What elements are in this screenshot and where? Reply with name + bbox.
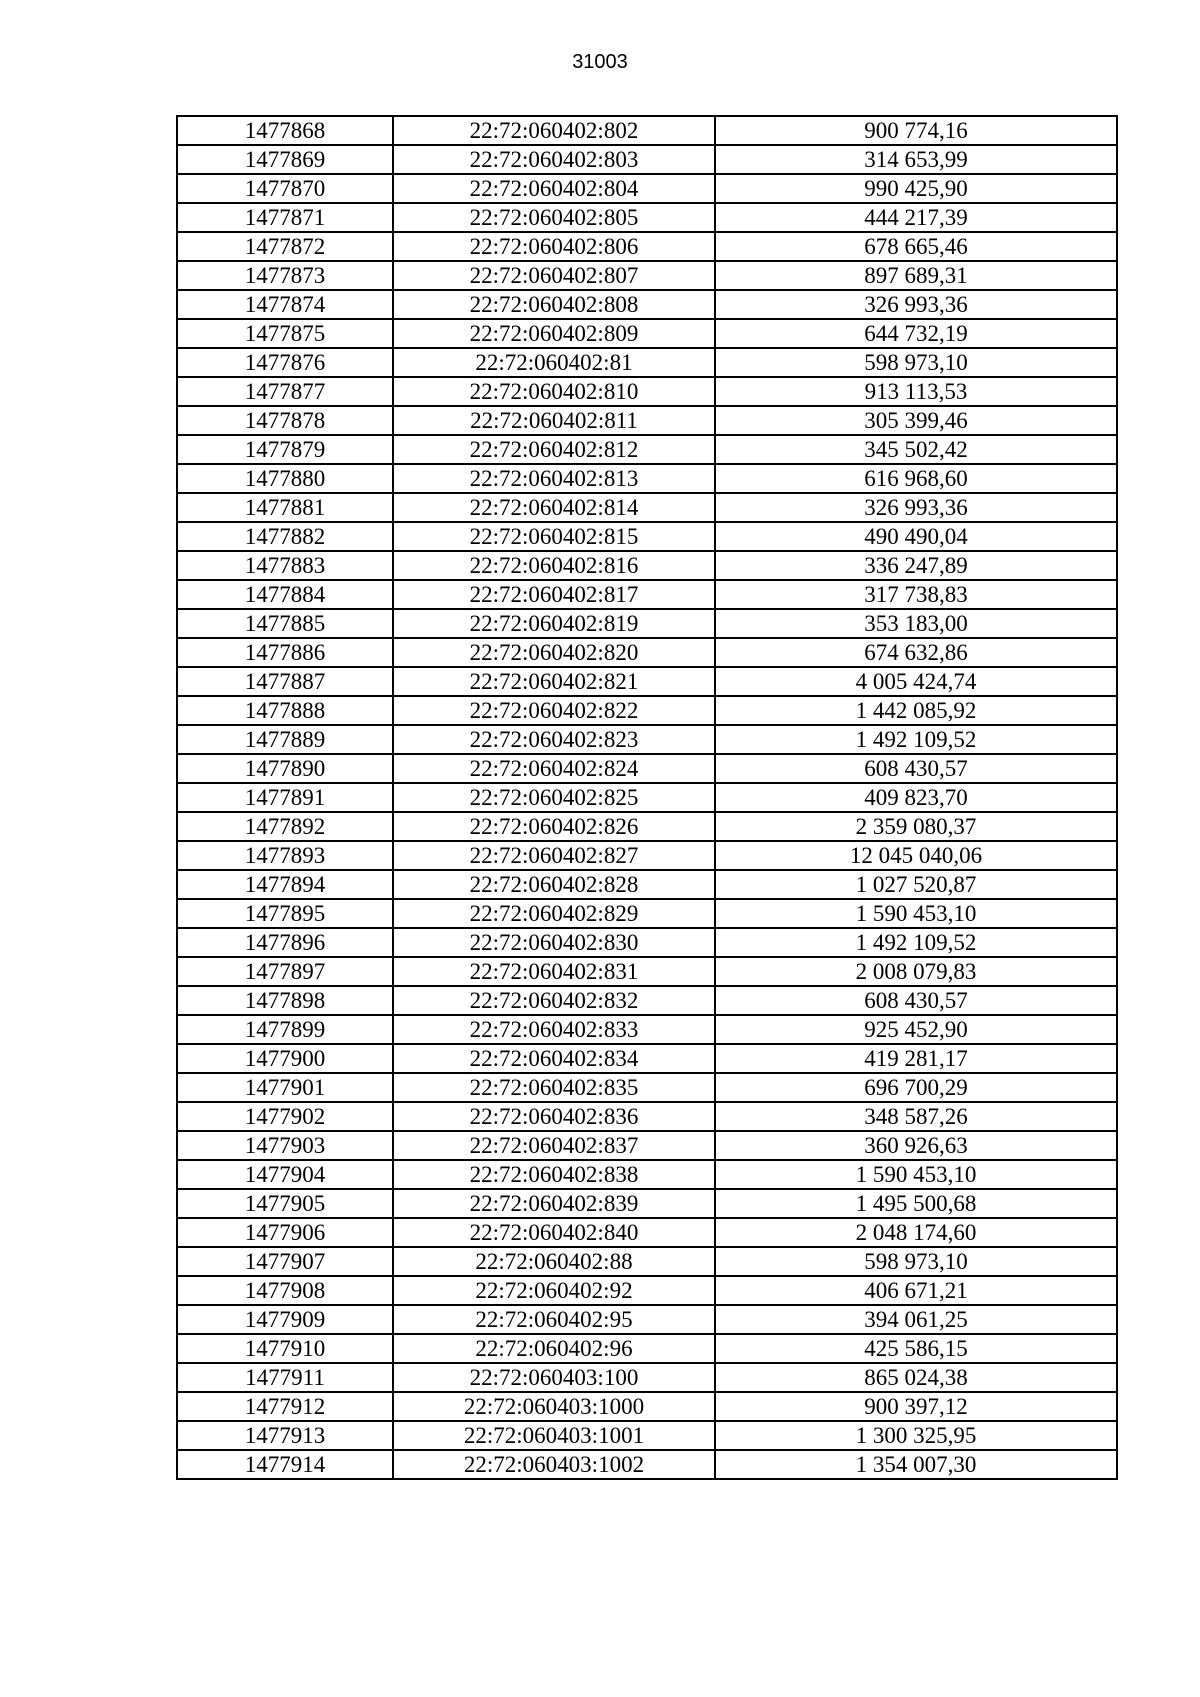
table-row [177, 522, 1117, 551]
cadastral-value-cell: 4 005 424,74 [715, 667, 1117, 696]
cadastral-value-cell: 12 045 040,06 [715, 841, 1117, 870]
cadastral-number-cell: 22:72:060402:815 [393, 522, 715, 551]
row-number-cell: 1477880 [177, 464, 393, 493]
table-row [177, 348, 1117, 377]
table-row [177, 928, 1117, 957]
cadastral-value-cell: 1 492 109,52 [715, 725, 1117, 754]
cadastral-value-cell: 360 926,63 [715, 1131, 1117, 1160]
cadastral-value-cell: 897 689,31 [715, 261, 1117, 290]
table-row [177, 899, 1117, 928]
cadastral-number-cell: 22:72:060403:100 [393, 1363, 715, 1392]
cadastral-value-cell: 1 442 085,92 [715, 696, 1117, 725]
row-number-cell: 1477871 [177, 203, 393, 232]
row-number-cell: 1477910 [177, 1334, 393, 1363]
cadastral-value-cell: 2 048 174,60 [715, 1218, 1117, 1247]
row-number-cell: 1477882 [177, 522, 393, 551]
row-number-cell: 1477889 [177, 725, 393, 754]
table-row [177, 870, 1117, 899]
cadastral-value-cell: 326 993,36 [715, 493, 1117, 522]
cadastral-number-cell: 22:72:060402:95 [393, 1305, 715, 1334]
cadastral-value-cell: 598 973,10 [715, 348, 1117, 377]
table-row [177, 319, 1117, 348]
row-number-cell: 1477903 [177, 1131, 393, 1160]
table-row [177, 406, 1117, 435]
table-row [177, 1131, 1117, 1160]
cadastral-value-cell: 674 632,86 [715, 638, 1117, 667]
row-number-cell: 1477897 [177, 957, 393, 986]
cadastral-number-cell: 22:72:060402:837 [393, 1131, 715, 1160]
table-row [177, 261, 1117, 290]
cadastral-number-cell: 22:72:060402:826 [393, 812, 715, 841]
cadastral-number-cell: 22:72:060402:825 [393, 783, 715, 812]
cadastral-value-cell: 608 430,57 [715, 754, 1117, 783]
table-row [177, 203, 1117, 232]
cadastral-number-cell: 22:72:060402:834 [393, 1044, 715, 1073]
cadastral-number-cell: 22:72:060402:836 [393, 1102, 715, 1131]
table-row [177, 1160, 1117, 1189]
cadastral-number-cell: 22:72:060402:819 [393, 609, 715, 638]
cadastral-number-cell: 22:72:060402:808 [393, 290, 715, 319]
cadastral-value-cell: 865 024,38 [715, 1363, 1117, 1392]
row-number-cell: 1477885 [177, 609, 393, 638]
cadastral-number-cell: 22:72:060402:817 [393, 580, 715, 609]
row-number-cell: 1477894 [177, 870, 393, 899]
cadastral-number-cell: 22:72:060402:821 [393, 667, 715, 696]
registry-table [176, 115, 1118, 1480]
table-row [177, 1421, 1117, 1450]
table-row [177, 1450, 1117, 1479]
row-number-cell: 1477878 [177, 406, 393, 435]
cadastral-value-cell: 2 359 080,37 [715, 812, 1117, 841]
cadastral-number-cell: 22:72:060402:832 [393, 986, 715, 1015]
cadastral-value-cell: 1 590 453,10 [715, 899, 1117, 928]
cadastral-value-cell: 406 671,21 [715, 1276, 1117, 1305]
row-number-cell: 1477879 [177, 435, 393, 464]
cadastral-value-cell: 696 700,29 [715, 1073, 1117, 1102]
cadastral-value-cell: 1 300 325,95 [715, 1421, 1117, 1450]
table-row [177, 1015, 1117, 1044]
cadastral-value-cell: 314 653,99 [715, 145, 1117, 174]
table-row [177, 232, 1117, 261]
table-row [177, 696, 1117, 725]
cadastral-number-cell: 22:72:060402:88 [393, 1247, 715, 1276]
row-number-cell: 1477909 [177, 1305, 393, 1334]
cadastral-value-cell: 305 399,46 [715, 406, 1117, 435]
table-row [177, 1392, 1117, 1421]
cadastral-number-cell: 22:72:060403:1002 [393, 1450, 715, 1479]
row-number-cell: 1477892 [177, 812, 393, 841]
row-number-cell: 1477886 [177, 638, 393, 667]
table-row [177, 957, 1117, 986]
cadastral-number-cell: 22:72:060402:824 [393, 754, 715, 783]
table-row [177, 812, 1117, 841]
row-number-cell: 1477901 [177, 1073, 393, 1102]
page-number: 31003 [572, 51, 628, 73]
table-row [177, 783, 1117, 812]
cadastral-number-cell: 22:72:060402:807 [393, 261, 715, 290]
table-row [177, 841, 1117, 870]
cadastral-value-cell: 345 502,42 [715, 435, 1117, 464]
row-number-cell: 1477895 [177, 899, 393, 928]
table-row [177, 116, 1117, 145]
row-number-cell: 1477902 [177, 1102, 393, 1131]
cadastral-number-cell: 22:72:060402:810 [393, 377, 715, 406]
cadastral-value-cell: 913 113,53 [715, 377, 1117, 406]
row-number-cell: 1477887 [177, 667, 393, 696]
row-number-cell: 1477890 [177, 754, 393, 783]
row-number-cell: 1477893 [177, 841, 393, 870]
row-number-cell: 1477884 [177, 580, 393, 609]
cadastral-number-cell: 22:72:060402:806 [393, 232, 715, 261]
cadastral-number-cell: 22:72:060403:1001 [393, 1421, 715, 1450]
cadastral-number-cell: 22:72:060402:822 [393, 696, 715, 725]
cadastral-number-cell: 22:72:060402:840 [393, 1218, 715, 1247]
cadastral-number-cell: 22:72:060402:813 [393, 464, 715, 493]
cadastral-number-cell: 22:72:060402:802 [393, 116, 715, 145]
row-number-cell: 1477883 [177, 551, 393, 580]
row-number-cell: 1477869 [177, 145, 393, 174]
table-row [177, 290, 1117, 319]
row-number-cell: 1477877 [177, 377, 393, 406]
table-row [177, 754, 1117, 783]
row-number-cell: 1477905 [177, 1189, 393, 1218]
row-number-cell: 1477908 [177, 1276, 393, 1305]
cadastral-number-cell: 22:72:060402:827 [393, 841, 715, 870]
cadastral-number-cell: 22:72:060402:811 [393, 406, 715, 435]
row-number-cell: 1477881 [177, 493, 393, 522]
row-number-cell: 1477912 [177, 1392, 393, 1421]
cadastral-value-cell: 336 247,89 [715, 551, 1117, 580]
row-number-cell: 1477873 [177, 261, 393, 290]
table-row [177, 1247, 1117, 1276]
row-number-cell: 1477907 [177, 1247, 393, 1276]
cadastral-number-cell: 22:72:060402:812 [393, 435, 715, 464]
row-number-cell: 1477870 [177, 174, 393, 203]
cadastral-value-cell: 348 587,26 [715, 1102, 1117, 1131]
row-number-cell: 1477874 [177, 290, 393, 319]
cadastral-number-cell: 22:72:060402:839 [393, 1189, 715, 1218]
cadastral-value-cell: 2 008 079,83 [715, 957, 1117, 986]
table-row [177, 1363, 1117, 1392]
table-row [177, 580, 1117, 609]
cadastral-value-cell: 1 590 453,10 [715, 1160, 1117, 1189]
table-row [177, 1073, 1117, 1102]
cadastral-number-cell: 22:72:060402:96 [393, 1334, 715, 1363]
cadastral-value-cell: 678 665,46 [715, 232, 1117, 261]
cadastral-value-cell: 925 452,90 [715, 1015, 1117, 1044]
cadastral-value-cell: 326 993,36 [715, 290, 1117, 319]
table-row [177, 145, 1117, 174]
cadastral-number-cell: 22:72:060402:830 [393, 928, 715, 957]
cadastral-value-cell: 353 183,00 [715, 609, 1117, 638]
table-row [177, 609, 1117, 638]
cadastral-value-cell: 900 774,16 [715, 116, 1117, 145]
cadastral-number-cell: 22:72:060402:92 [393, 1276, 715, 1305]
cadastral-value-cell: 444 217,39 [715, 203, 1117, 232]
row-number-cell: 1477899 [177, 1015, 393, 1044]
cadastral-number-cell: 22:72:060402:805 [393, 203, 715, 232]
row-number-cell: 1477904 [177, 1160, 393, 1189]
cadastral-value-cell: 425 586,15 [715, 1334, 1117, 1363]
cadastral-value-cell: 1 492 109,52 [715, 928, 1117, 957]
cadastral-number-cell: 22:72:060402:838 [393, 1160, 715, 1189]
cadastral-number-cell: 22:72:060403:1000 [393, 1392, 715, 1421]
table-row [177, 464, 1117, 493]
cadastral-number-cell: 22:72:060402:820 [393, 638, 715, 667]
cadastral-value-cell: 317 738,83 [715, 580, 1117, 609]
row-number-cell: 1477896 [177, 928, 393, 957]
cadastral-value-cell: 598 973,10 [715, 1247, 1117, 1276]
cadastral-value-cell: 1 354 007,30 [715, 1450, 1117, 1479]
cadastral-value-cell: 1 027 520,87 [715, 870, 1117, 899]
row-number-cell: 1477914 [177, 1450, 393, 1479]
table-row [177, 638, 1117, 667]
cadastral-value-cell: 990 425,90 [715, 174, 1117, 203]
table-row [177, 493, 1117, 522]
row-number-cell: 1477872 [177, 232, 393, 261]
cadastral-value-cell: 644 732,19 [715, 319, 1117, 348]
row-number-cell: 1477875 [177, 319, 393, 348]
cadastral-number-cell: 22:72:060402:829 [393, 899, 715, 928]
table-row [177, 1305, 1117, 1334]
cadastral-value-cell: 419 281,17 [715, 1044, 1117, 1073]
table-row [177, 725, 1117, 754]
cadastral-value-cell: 394 061,25 [715, 1305, 1117, 1334]
cadastral-value-cell: 900 397,12 [715, 1392, 1117, 1421]
row-number-cell: 1477868 [177, 116, 393, 145]
cadastral-number-cell: 22:72:060402:833 [393, 1015, 715, 1044]
table-row [177, 1276, 1117, 1305]
cadastral-value-cell: 1 495 500,68 [715, 1189, 1117, 1218]
cadastral-value-cell: 616 968,60 [715, 464, 1117, 493]
table-row [177, 667, 1117, 696]
cadastral-number-cell: 22:72:060402:809 [393, 319, 715, 348]
table-row [177, 435, 1117, 464]
table-row [177, 1189, 1117, 1218]
cadastral-number-cell: 22:72:060402:816 [393, 551, 715, 580]
cadastral-number-cell: 22:72:060402:831 [393, 957, 715, 986]
table-row [177, 1334, 1117, 1363]
table-row [177, 377, 1117, 406]
row-number-cell: 1477888 [177, 696, 393, 725]
cadastral-number-cell: 22:72:060402:823 [393, 725, 715, 754]
row-number-cell: 1477911 [177, 1363, 393, 1392]
cadastral-number-cell: 22:72:060402:835 [393, 1073, 715, 1102]
table-row [177, 174, 1117, 203]
table-row [177, 1044, 1117, 1073]
cadastral-number-cell: 22:72:060402:81 [393, 348, 715, 377]
cadastral-number-cell: 22:72:060402:814 [393, 493, 715, 522]
table-row [177, 551, 1117, 580]
cadastral-value-cell: 608 430,57 [715, 986, 1117, 1015]
row-number-cell: 1477900 [177, 1044, 393, 1073]
row-number-cell: 1477898 [177, 986, 393, 1015]
cadastral-number-cell: 22:72:060402:803 [393, 145, 715, 174]
row-number-cell: 1477913 [177, 1421, 393, 1450]
cadastral-value-cell: 490 490,04 [715, 522, 1117, 551]
cadastral-number-cell: 22:72:060402:804 [393, 174, 715, 203]
table-row [177, 986, 1117, 1015]
row-number-cell: 1477906 [177, 1218, 393, 1247]
table-body [177, 116, 1117, 1479]
table-row [177, 1102, 1117, 1131]
cadastral-number-cell: 22:72:060402:828 [393, 870, 715, 899]
table-row [177, 1218, 1117, 1247]
cadastral-value-cell: 409 823,70 [715, 783, 1117, 812]
row-number-cell: 1477891 [177, 783, 393, 812]
row-number-cell: 1477876 [177, 348, 393, 377]
